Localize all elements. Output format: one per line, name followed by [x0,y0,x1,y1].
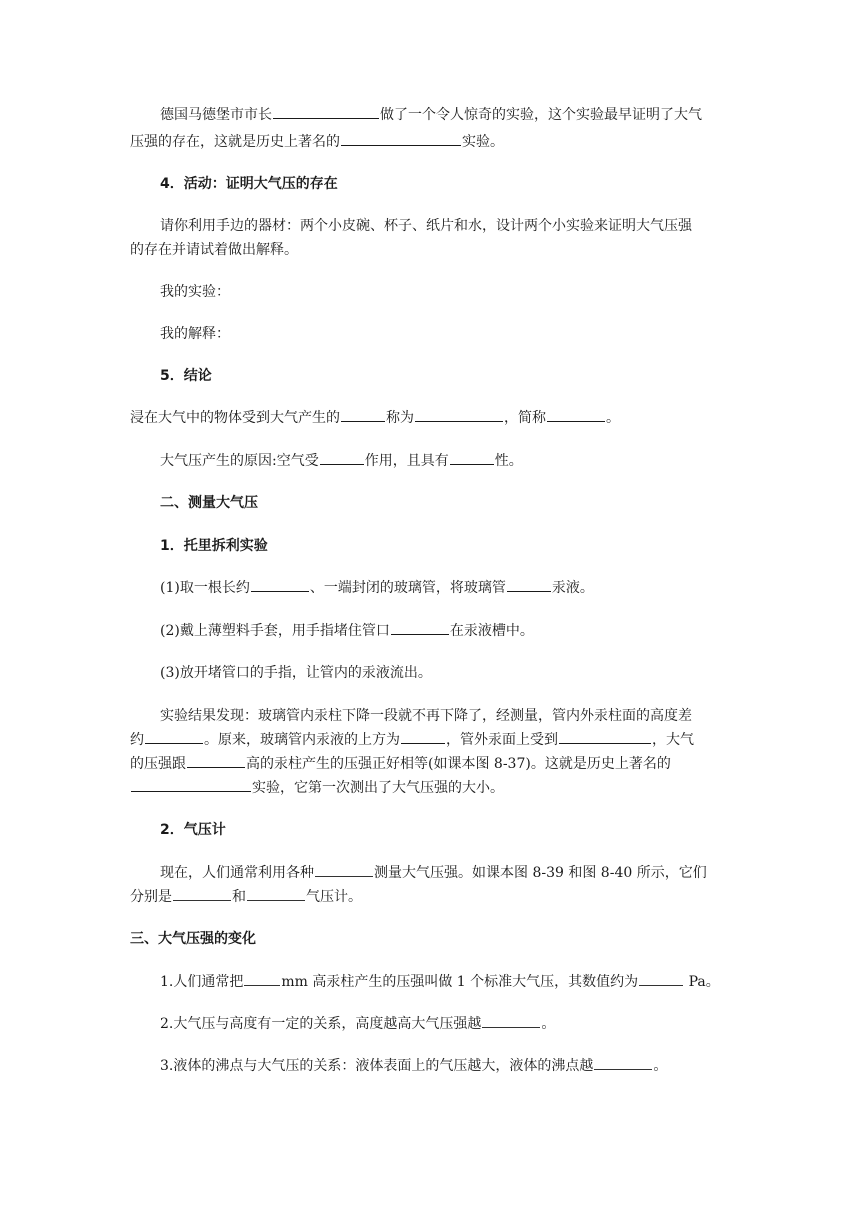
text: 浸在大气中的物体受到大气产生的 [130,410,340,426]
section-heading-three: 三、大气压强的变化 [130,931,256,947]
section-heading-4: 4．活动：证明大气压的存在 [160,176,338,192]
activity-line-2: 的存在并请试着做出解释。 [130,242,298,258]
answer-blank[interactable] [507,577,551,592]
text: 、一端封闭的玻璃管，将玻璃管 [309,580,506,596]
text: (1)取一根长约 [160,580,250,596]
answer-blank[interactable] [341,131,461,146]
text: 。 [606,410,620,426]
text: 。 [653,1058,668,1074]
text: 称为 [386,410,414,426]
text: 汞液。 [551,580,594,596]
magdeburg-line-1 [130,102,730,129]
answer-blank[interactable] [320,450,364,465]
my-experiment-label: 我的实验： [160,284,230,300]
text: 分别是 [130,889,172,905]
result-line-1: 实验结果发现：玻璃管内汞柱下降一段就不再下降了，经测量，管内外汞柱面的高度差 [160,708,692,724]
text: ，简称 [504,410,546,426]
text: (2)戴上薄塑料手套，用手指堵住管口 [160,623,390,639]
text: 。 [541,1016,556,1032]
answer-blank[interactable] [251,577,309,592]
torricelli-step-3: (3)放开堵管口的手指，让管内的汞液流出。 [160,665,432,681]
text: 测量大气压强。如课本图 8-39 和图 8-40 所示，它们 [374,865,707,881]
text: 气压计。 [306,889,362,905]
answer-blank[interactable] [145,729,203,744]
text: 和 [232,889,246,905]
change-item-1 [130,969,730,996]
text: ，大气 [652,732,694,748]
answer-blank[interactable] [415,407,503,422]
answer-blank[interactable] [187,753,245,768]
cause-line [130,448,730,475]
answer-blank[interactable] [341,407,385,422]
torricelli-step-1 [130,575,730,602]
change-item-3 [130,1053,730,1080]
text: 1.人们通常把 [160,974,244,990]
change-item-2 [130,1011,730,1038]
barometer-line-2 [130,884,730,911]
text: 性。 [494,453,523,469]
torricelli-step-2 [130,618,730,645]
answer-blank[interactable] [244,971,280,986]
result-line-3 [130,751,730,778]
my-explanation-label: 我的解释： [160,326,230,342]
answer-blank[interactable] [173,886,231,901]
text: 在汞液槽中。 [449,623,534,639]
text: Pa。 [684,974,720,990]
answer-blank[interactable] [247,886,305,901]
text: 3.液体的沸点与大气压的关系：液体表面上的气压越大，液体的沸点越 [160,1058,594,1074]
magdeburg-line-2 [130,129,730,156]
result-line-4 [130,775,730,802]
answer-blank[interactable] [315,862,373,877]
answer-blank[interactable] [559,729,651,744]
text: 压强的存在，这就是历史上著名的 [130,134,340,150]
activity-line-1: 请你利用手边的器材：两个小皮碗、杯子、纸片和水，设计两个小实验来证明大气压强 [160,218,692,234]
text: 德国马德堡市市长 [160,107,272,123]
section-heading-two: 二、测量大气压 [160,495,258,511]
barometer-line-1 [130,860,730,887]
section-heading-5: 5．结论 [160,368,212,384]
text: 大气压产生的原因:空气受 [160,453,319,469]
answer-blank[interactable] [547,407,605,422]
text: 高的汞柱产生的压强正好相等(如课本图 8-37)。这就是历史上著名的 [246,756,671,772]
answer-blank[interactable] [594,1055,652,1070]
torricelli-heading: 1．托里拆利实验 [160,538,268,554]
answer-blank[interactable] [391,620,449,635]
answer-blank[interactable] [401,729,445,744]
text: 做了一个令人惊奇的实验，这个实验最早证明了大气 [380,107,702,123]
text: ，管外汞面上受到 [446,732,558,748]
text: 约 [130,732,144,748]
text: 作用，且具有 [364,453,449,469]
text: 实验。 [462,134,504,150]
answer-blank[interactable] [273,104,379,119]
text: 现在，人们通常利用各种 [160,865,314,881]
text: 。原来，玻璃管内汞液的上方为 [204,732,400,748]
text: 实验，它第一次测出了大气压强的大小。 [252,780,504,796]
text: mm 高汞柱产生的压强叫做 1 个标准大气压，其数值约为 [281,974,639,990]
answer-blank[interactable] [450,450,494,465]
answer-blank[interactable] [639,971,683,986]
text: 2.大气压与高度有一定的关系，高度越高大气压强越 [160,1016,482,1032]
barometer-heading: 2．气压计 [160,822,226,838]
answer-blank[interactable] [482,1013,540,1028]
text: 的压强跟 [130,756,186,772]
result-line-2 [130,727,730,754]
conclusion-line [130,405,730,432]
answer-blank[interactable] [131,777,251,792]
